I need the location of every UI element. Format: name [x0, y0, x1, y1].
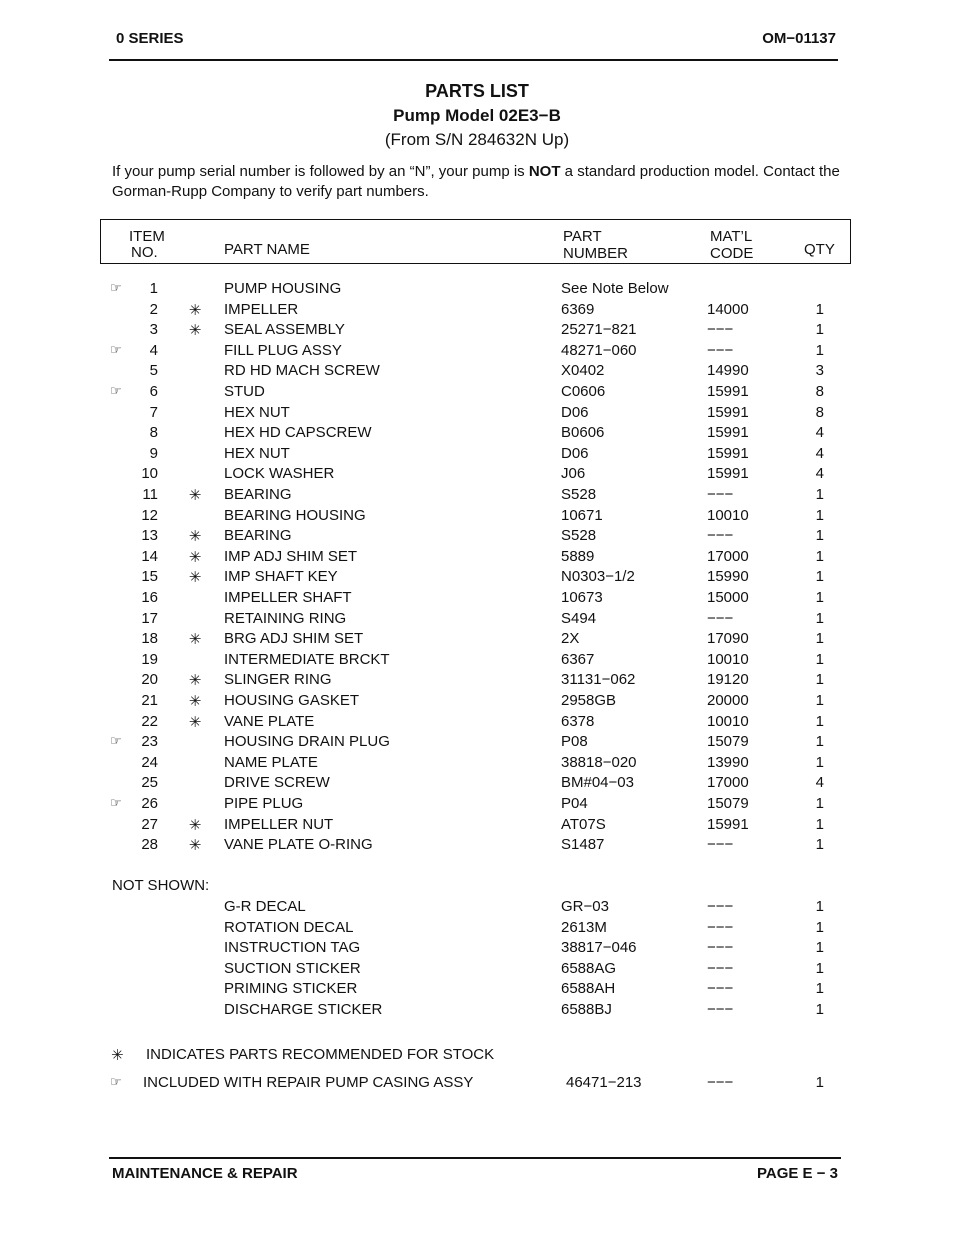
part-name: NAME PLATE [224, 753, 318, 771]
header-part-number-line2: NUMBER [563, 245, 629, 262]
material-code: 13990 [707, 753, 749, 771]
part-name: PRIMING STICKER [224, 980, 358, 998]
not-shown-row [0, 919, 954, 940]
part-name: HEX HD CAPSCREW [224, 424, 372, 442]
part-number: AT07S [561, 815, 606, 833]
part-number: 6588BJ [561, 1001, 612, 1018]
quantity: 3 [815, 362, 824, 380]
part-name: BEARING [224, 527, 292, 545]
item-number: 11 [142, 486, 158, 503]
quantity: 1 [815, 959, 824, 977]
header-item-line2: NO. [131, 244, 158, 261]
quantity: 1 [815, 300, 824, 318]
not-shown-row [0, 898, 954, 919]
page-title: PARTS LIST [425, 81, 529, 101]
quantity: 8 [815, 403, 824, 421]
part-number: 6588AH [561, 980, 616, 998]
part-name: HEX NUT [224, 444, 290, 462]
item-number: 5 [149, 362, 158, 380]
material-code: −−− [707, 1001, 734, 1018]
part-name: IMP ADJ SHIM SET [224, 547, 358, 565]
material-code: −−− [707, 486, 734, 503]
part-name: PIPE PLUG [224, 795, 304, 812]
pointing-hand-icon: ☞ [110, 795, 122, 810]
star-icon: ✳ [188, 322, 202, 340]
material-code: −−− [707, 980, 734, 998]
star-icon: ✳ [188, 569, 202, 587]
section-label: MAINTENANCE & REPAIR [112, 1165, 298, 1182]
quantity: 1 [815, 630, 824, 648]
quantity: 1 [815, 650, 824, 668]
part-number: C0606 [561, 383, 606, 400]
material-code: 10010 [707, 712, 749, 730]
legend-stock-text: INDICATES PARTS RECOMMENDED FOR STOCK [146, 1046, 495, 1063]
footer-divider [109, 1157, 841, 1159]
star-icon: ✳ [188, 631, 202, 649]
table-row [0, 651, 954, 672]
table-row [0, 321, 954, 342]
part-name: BEARING HOUSING [224, 506, 366, 524]
part-number: 6369 [561, 300, 595, 318]
material-code: 17090 [707, 630, 749, 648]
part-name: FILL PLUG ASSY [224, 341, 342, 359]
star-icon: ✳ [188, 837, 202, 855]
item-number: 19 [141, 650, 158, 668]
star-icon: ✳ [188, 816, 202, 834]
intro-paragraph [112, 162, 847, 202]
material-code: 14990 [707, 362, 749, 380]
table-header [100, 219, 851, 264]
part-name: VANE PLATE [224, 712, 315, 730]
part-number: See Note Below [561, 280, 669, 297]
item-number: 13 [141, 527, 158, 545]
quantity: 1 [815, 815, 824, 833]
item-number: 23 [141, 733, 158, 751]
part-number: S528 [561, 486, 597, 503]
part-name: PUMP HOUSING [224, 280, 342, 297]
quantity: 4 [815, 774, 824, 792]
pointing-hand-icon: ☞ [110, 733, 122, 749]
table-row [0, 342, 954, 363]
item-number: 15 [141, 568, 158, 586]
part-name: G-R DECAL [224, 898, 306, 915]
part-number: 2X [561, 630, 580, 648]
material-code: −−− [707, 321, 734, 339]
star-icon: ✳ [188, 301, 202, 319]
part-number: 2613M [561, 918, 607, 936]
header-divider [109, 59, 838, 61]
quantity: 1 [815, 939, 824, 957]
part-name: LOCK WASHER [224, 465, 335, 483]
table-row [0, 301, 954, 322]
material-code: −−− [707, 836, 734, 854]
part-number: S494 [561, 609, 597, 627]
material-code: −−− [707, 341, 734, 359]
material-code: −−− [707, 527, 734, 545]
pointing-hand-icon: ☞ [110, 341, 122, 357]
material-code: 10010 [707, 650, 749, 668]
part-name: IMPELLER SHAFT [224, 589, 352, 606]
quantity: 1 [815, 898, 824, 915]
header-mat-line1: MAT’L [710, 228, 753, 245]
quantity: 1 [815, 836, 824, 854]
header-part-number-line1: PART [563, 228, 602, 245]
star-icon: ✳ [111, 1047, 124, 1064]
material-code: −−− [707, 959, 734, 977]
quantity: 1 [815, 568, 824, 586]
part-number: 5889 [561, 547, 595, 565]
table-row [0, 404, 954, 425]
header-mat-line2: CODE [710, 245, 754, 262]
part-number: BM#04−03 [561, 774, 634, 792]
quantity: 1 [815, 506, 824, 524]
item-number: 26 [141, 795, 158, 812]
part-number: 6588AG [561, 959, 617, 977]
star-icon: ✳ [188, 487, 202, 504]
item-number: 18 [141, 630, 158, 648]
quantity: 1 [815, 671, 824, 689]
legend-repair-part: 46471−213 [566, 1074, 642, 1091]
not-shown-row [0, 960, 954, 981]
not-shown-label: NOT SHOWN: [112, 877, 210, 894]
item-number: 14 [141, 547, 158, 565]
part-number: 38817−046 [561, 939, 637, 957]
table-row [0, 816, 954, 837]
part-number: 10671 [561, 506, 603, 524]
part-number: 6378 [561, 712, 595, 730]
quantity: 1 [815, 321, 824, 339]
series-label: 0 SERIES [116, 30, 184, 47]
part-name: ROTATION DECAL [224, 918, 354, 936]
part-name: DISCHARGE STICKER [224, 1001, 383, 1018]
material-code: 15991 [707, 383, 749, 400]
star-icon: ✳ [188, 693, 202, 710]
star-icon: ✳ [188, 548, 202, 566]
table-row [0, 671, 954, 692]
page-number: PAGE E − 3 [756, 1165, 838, 1182]
intro-text-end: a standard production model. Contact the Gorman-Rupp Company to verify part numbers. [112, 163, 840, 200]
part-number: P04 [561, 795, 588, 812]
quantity: 1 [815, 795, 824, 812]
not-shown-row [0, 939, 954, 960]
part-name: IMPELLER [224, 300, 299, 318]
part-name: HEX NUT [224, 403, 290, 421]
table-row [0, 362, 954, 383]
table-row [0, 610, 954, 631]
part-name: INSTRUCTION TAG [224, 939, 361, 957]
table-row [0, 445, 954, 466]
item-number: 28 [141, 836, 158, 854]
pointing-hand-icon: ☞ [110, 1074, 122, 1089]
part-number: X0402 [561, 362, 605, 380]
part-name: IMP SHAFT KEY [224, 568, 338, 586]
quantity: 1 [815, 692, 824, 709]
part-name: RD HD MACH SCREW [224, 362, 380, 380]
part-number: 10673 [561, 589, 603, 606]
quantity: 1 [815, 753, 824, 771]
part-number: 48271−060 [561, 341, 637, 359]
part-number: D06 [561, 444, 589, 462]
part-name: BEARING [224, 486, 292, 503]
part-name: SEAL ASSEMBLY [224, 321, 345, 339]
item-number: 6 [149, 383, 158, 400]
material-code: 15991 [707, 424, 749, 442]
material-code: 20000 [707, 692, 749, 709]
item-number: 9 [149, 444, 158, 462]
header-qty: QTY [804, 241, 835, 258]
table-row [0, 795, 954, 816]
part-number: P08 [561, 733, 588, 751]
pump-model-title: Pump Model 02E3−B [393, 106, 561, 125]
quantity: 1 [815, 712, 824, 730]
table-row [0, 568, 954, 589]
material-code: −−− [707, 918, 734, 936]
intro-bold-word: NOT [528, 163, 561, 180]
item-number: 16 [141, 589, 158, 606]
header-item-line1: ITEM [129, 228, 165, 245]
material-code: 15991 [707, 444, 749, 462]
item-number: 25 [141, 774, 158, 792]
item-number: 21 [141, 692, 158, 709]
quantity: 1 [815, 609, 824, 627]
quantity: 8 [815, 383, 824, 400]
material-code: −−− [707, 939, 734, 957]
pointing-hand-icon: ☞ [110, 280, 122, 295]
item-number: 2 [149, 300, 158, 318]
quantity: 1 [815, 1001, 824, 1018]
part-name: HOUSING GASKET [224, 692, 360, 709]
part-number: 31131−062 [561, 671, 636, 689]
material-code: 15990 [707, 568, 749, 586]
item-number: 10 [141, 465, 158, 483]
part-number: D06 [561, 403, 589, 421]
part-number: 6367 [561, 650, 595, 668]
intro-text-start: If your pump serial number is followed by an “N”, your pump is [112, 163, 529, 180]
part-name: IMPELLER NUT [224, 815, 334, 833]
serial-range-subtitle: (From S/N 284632N Up) [384, 130, 570, 149]
part-number: 38818−020 [561, 753, 637, 771]
material-code: 14000 [707, 300, 749, 318]
star-icon: ✳ [188, 528, 202, 546]
part-number: S528 [561, 527, 597, 545]
legend-repair-qty: 1 [815, 1074, 824, 1091]
part-number: GR−03 [561, 898, 609, 915]
table-row [0, 589, 954, 610]
table-row [0, 713, 954, 734]
table-row [0, 507, 954, 528]
item-number: 3 [149, 321, 158, 339]
table-row [0, 630, 954, 651]
header-part-name: PART NAME [224, 241, 310, 258]
material-code: 17000 [707, 774, 749, 792]
quantity: 1 [815, 980, 824, 998]
table-row [0, 424, 954, 445]
part-number: 2958GB [561, 692, 617, 709]
table-row [0, 383, 954, 404]
star-icon: ✳ [188, 672, 202, 690]
quantity: 1 [815, 547, 824, 565]
item-number: 17 [141, 609, 158, 627]
item-number: 22 [141, 712, 158, 730]
quantity: 1 [815, 733, 824, 751]
material-code: 17000 [707, 547, 749, 565]
quantity: 1 [815, 918, 824, 936]
material-code: 19120 [707, 671, 749, 689]
part-number: J06 [561, 465, 586, 483]
material-code: 10010 [707, 506, 749, 524]
quantity: 1 [815, 589, 824, 606]
item-number: 4 [149, 341, 158, 359]
part-name: DRIVE SCREW [224, 774, 330, 792]
item-number: 7 [149, 403, 158, 421]
pointing-hand-icon: ☞ [110, 383, 122, 398]
material-code: −−− [707, 898, 734, 915]
quantity: 1 [815, 341, 824, 359]
item-number: 8 [149, 424, 158, 442]
document-number: OM−01137 [762, 30, 836, 47]
table-row [0, 754, 954, 775]
quantity: 4 [815, 424, 824, 442]
part-name: STUD [224, 383, 265, 400]
material-code: 15079 [707, 733, 749, 751]
table-row [0, 548, 954, 569]
quantity: 4 [815, 444, 824, 462]
not-shown-row [0, 1001, 954, 1022]
part-name: VANE PLATE O-RING [224, 836, 373, 854]
not-shown-row [0, 980, 954, 1001]
star-icon: ✳ [188, 713, 202, 731]
item-number: 1 [149, 280, 158, 297]
material-code: 15991 [707, 815, 749, 833]
table-row [0, 527, 954, 548]
item-number: 12 [141, 506, 158, 524]
material-code: −−− [707, 609, 734, 627]
table-row [0, 486, 954, 507]
legend-repair-text: INCLUDED WITH REPAIR PUMP CASING ASSY [143, 1074, 474, 1091]
part-name: RETAINING RING [224, 609, 347, 627]
item-number: 24 [141, 753, 158, 771]
part-number: N0303−1/2 [561, 568, 635, 586]
legend-repair-mat: −−− [707, 1074, 734, 1091]
part-name: INTERMEDIATE BRCKT [224, 650, 390, 668]
part-number: 25271−821 [561, 321, 637, 339]
material-code: 15079 [707, 795, 749, 812]
table-row [0, 836, 954, 857]
part-number: S1487 [561, 836, 605, 854]
item-number: 27 [141, 815, 158, 833]
table-row [0, 280, 954, 301]
item-number: 20 [141, 671, 158, 689]
part-name: SUCTION STICKER [224, 959, 361, 977]
table-row [0, 733, 954, 754]
table-row [0, 774, 954, 795]
quantity: 4 [815, 465, 824, 483]
part-name: SLINGER RING [224, 671, 332, 689]
material-code: 15991 [707, 403, 749, 421]
table-row [0, 465, 954, 486]
part-number: B0606 [561, 424, 605, 442]
quantity: 1 [815, 527, 824, 545]
material-code: 15991 [707, 465, 749, 483]
quantity: 1 [815, 486, 824, 503]
part-name: HOUSING DRAIN PLUG [224, 733, 390, 751]
table-row [0, 692, 954, 713]
part-name: BRG ADJ SHIM SET [224, 630, 364, 648]
material-code: 15000 [707, 589, 749, 606]
